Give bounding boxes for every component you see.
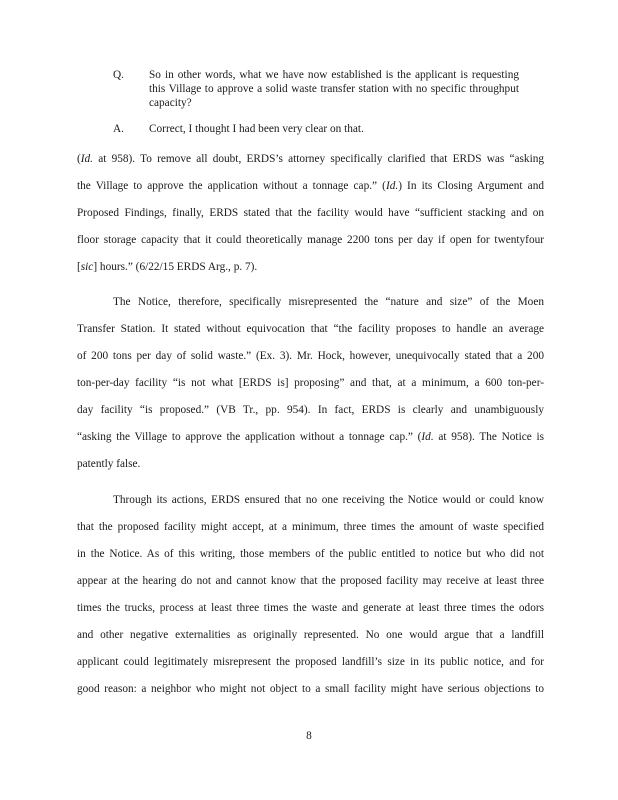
paragraph-2-line-7: patently false.: [77, 458, 141, 470]
paragraph-3-line-6: and other negative externalities as originally represented. No one would argue that a landfill: [77, 629, 544, 641]
paragraph-2-line-4: ton-per-day facility “is not what [ERDS is] proposing” and that, at a minimum, a 600 ton-per-: [77, 377, 544, 389]
paragraph-3-line-8: good reason: a neighbor who might not object to a small facility might have serious objections to: [77, 683, 544, 695]
paragraph-3-line-7: applicant could legitimately misrepresent the proposed landfill’s size in its public notice, and for: [77, 656, 544, 668]
paragraph-2-line-1: The Notice, therefore, specifically misrepresented the “nature and size” of the Moen: [113, 296, 544, 308]
citation-id: Id.: [385, 180, 399, 192]
paragraph-2-line-6: “asking the Village to approve the application without a tonnage cap.” (Id. at 958). The Notice is: [77, 431, 544, 443]
paragraph-1-line-2: the Village to approve the application without a tonnage cap.” (Id.) In its Closing Argument and: [77, 180, 544, 192]
paragraph-1-line-3: Proposed Findings, finally, ERDS stated that the facility would have “sufficient stacking and on: [77, 207, 544, 219]
paragraph-3-line-1: Through its actions, ERDS ensured that no one receiving the Notice would or could know: [113, 494, 544, 506]
answer-label: A.: [113, 123, 124, 135]
question-text: So in other words, what we have now established is the applicant is requesting this Village to approve a solid waste transfer station with no specific throughput capacity?: [149, 69, 519, 109]
citation-id: Id.: [80, 153, 94, 165]
paragraph-1-line-4: floor storage capacity that it could theoretically manage 2200 tons per day if open for twentyfour: [77, 234, 544, 246]
answer-text: Correct, I thought I had been very clear on that.: [149, 123, 364, 135]
paragraph-3-line-3: in the Notice. As of this writing, those members of the public entitled to notice but who did not: [77, 548, 544, 560]
paragraph-1-line-1: (Id. at 958). To remove all doubt, ERDS’s attorney specifically clarified that ERDS was “asking: [77, 153, 544, 165]
paragraph-1-line-5: [sic] hours.” (6/22/15 ERDS Arg., p. 7).: [77, 261, 258, 273]
question-label: Q.: [113, 69, 124, 81]
paragraph-2-line-3: of 200 tons per day of solid waste.” (Ex. 3). Mr. Hock, however, unequivocally stated that a 200: [77, 350, 544, 362]
paragraph-3-line-5: times the trucks, process at least three times the waste and generate at least three times the odors: [77, 602, 544, 614]
sic-marker: sic: [80, 261, 94, 273]
paragraph-3-line-2: that the proposed facility might accept, at a minimum, three times the amount of waste specified: [77, 521, 544, 533]
page-number: 8: [306, 730, 312, 742]
citation-id: Id.: [421, 431, 434, 443]
paragraph-3-line-4: appear at the hearing do not and cannot know that the proposed facility may receive at least three: [77, 575, 544, 587]
paragraph-2-line-5: day facility “is proposed.” (VB Tr., pp. 954). In fact, ERDS is clearly and unambiguously: [77, 404, 544, 416]
paragraph-2-line-2: Transfer Station. It stated without equivocation that “the facility proposes to handle an average: [77, 323, 544, 335]
